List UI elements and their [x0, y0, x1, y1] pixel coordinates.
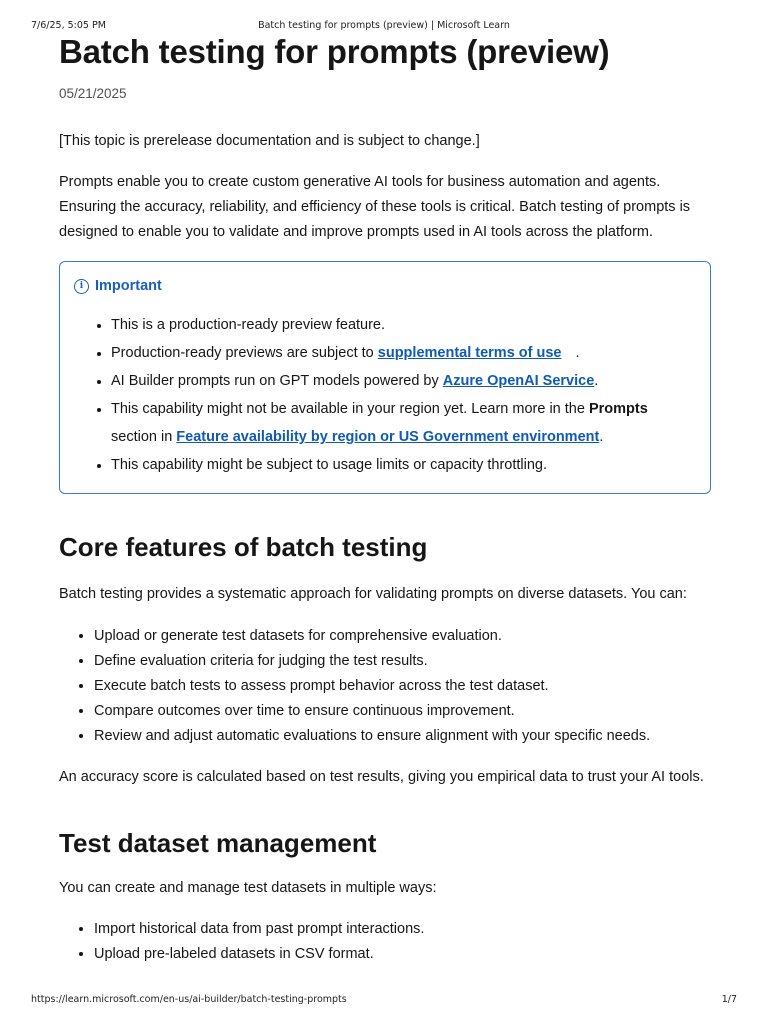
azure-openai-link[interactable]: Azure OpenAI Service	[442, 373, 595, 389]
print-url: https://learn.microsoft.com/en-us/ai-builder/batch-testing-prompts	[31, 994, 347, 1005]
page-title: Batch testing for prompts (preview)	[59, 33, 610, 70]
item-bold-text: Prompts	[588, 401, 648, 417]
feature-availability-link[interactable]: Feature availability by region or US Government environment	[176, 429, 600, 445]
page-number: 1/7	[721, 994, 737, 1005]
important-list	[74, 311, 696, 479]
list-item	[111, 339, 696, 367]
dataset-lead: You can create and manage test datasets in multiple ways:	[59, 880, 437, 896]
item-text: This capability might be subject to usage limits or capacity throttling.	[111, 457, 548, 473]
accuracy-paragraph: An accuracy score is calculated based on test results, giving you empirical data to trust your AI tools.	[59, 769, 704, 785]
list-item	[111, 451, 696, 479]
supplemental-terms-link[interactable]: supplemental terms of use	[377, 345, 562, 361]
dataset-list	[59, 917, 711, 967]
section-heading-core-features: Core features of batch testing	[59, 532, 428, 562]
print-timestamp: 7/6/25, 5:05 PM	[31, 20, 106, 31]
list-item: • Upload or generate test datasets for comprehensive evaluation.	[94, 624, 711, 649]
article	[59, 30, 711, 967]
item-text: section in	[111, 429, 177, 445]
prerelease-note: [This topic is prerelease documentation and is subject to change.]	[59, 133, 480, 149]
item-text: .	[575, 345, 580, 361]
core-features-list	[59, 624, 711, 749]
print-footer	[31, 994, 737, 1008]
list-item: • Import historical data from past prompt interactions.	[94, 917, 711, 942]
list-item	[111, 311, 696, 339]
important-alert	[59, 261, 711, 494]
list-item: • Define evaluation criteria for judging the test results.	[94, 649, 711, 674]
list-item: • Execute batch tests to assess prompt behavior across the test dataset.	[94, 674, 711, 699]
print-page-title: Batch testing for prompts (preview) | Microsoft Learn	[258, 20, 510, 31]
article-date: 05/21/2025	[59, 86, 127, 101]
item-text: .	[599, 429, 604, 445]
info-icon: i	[74, 279, 89, 294]
list-item	[111, 367, 696, 395]
item-text: This capability might not be available in your region yet. Learn more in the	[111, 401, 589, 417]
section-heading-test-dataset: Test dataset management	[59, 828, 377, 858]
item-text: .	[594, 373, 599, 389]
alert-heading	[74, 278, 696, 294]
list-item: • Compare outcomes over time to ensure continuous improvement.	[94, 699, 711, 724]
item-text: This is a production-ready preview feature.	[111, 317, 386, 333]
item-text: AI Builder prompts run on GPT models powered by	[111, 373, 443, 389]
item-text: Production-ready previews are subject to	[111, 345, 378, 361]
core-features-lead: Batch testing provides a systematic approach for validating prompts on diverse datasets. You can:	[59, 586, 687, 602]
alert-title: Important	[95, 278, 162, 294]
list-item	[111, 395, 696, 451]
intro-paragraph: Prompts enable you to create custom generative AI tools for business automation and agents. Ensuring the accuracy, reliability, and efficiency of these tools is critical. Batch testing of prompts is designed to enable you to validate and improve prompts used in AI tools across the platform.	[59, 174, 691, 240]
list-item: • Review and adjust automatic evaluations to ensure alignment with your specific needs.	[94, 724, 711, 749]
list-item: • Upload pre-labeled datasets in CSV format.	[94, 942, 711, 967]
